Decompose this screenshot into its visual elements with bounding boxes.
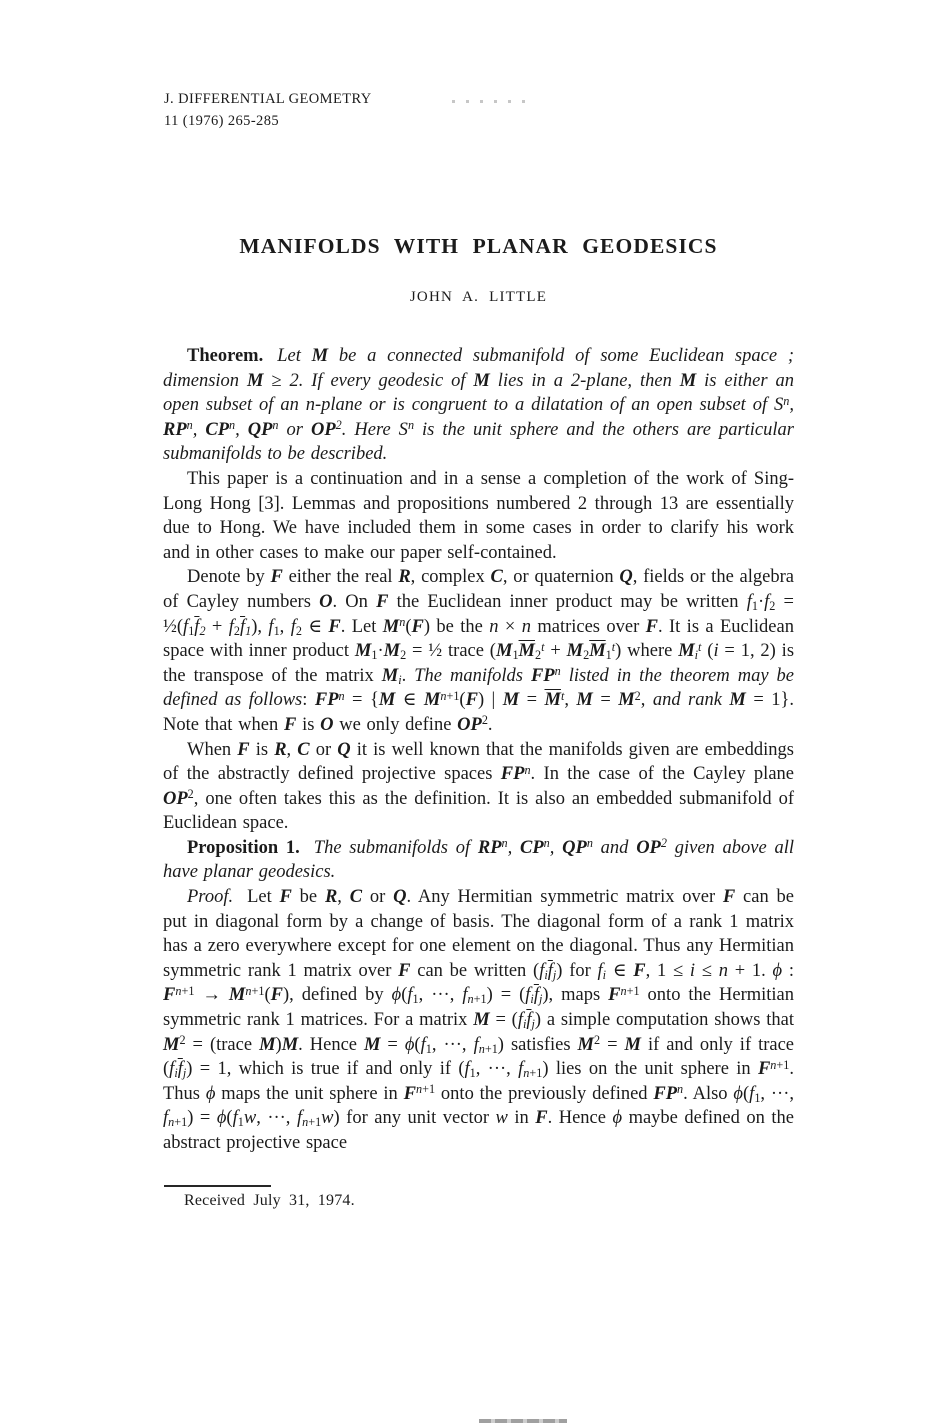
paragraph-proposition-1: Proposition 1. The submanifolds of $RP^n$, $CP^n$, $QP^n$ and $OP^2$ given above all have planar geodesics. — [163, 836, 794, 883]
paragraph-theorem: Theorem. Let M be a connected submanifold of some Euclidean space ; dimension M ≥ 2. If every geodesic of M lies in a 2-plane, then M is either an open subset of an n-plane or is congruent to a dilatation of an open subset of $S^n$, $RP^n$, $CP^n$, $QP^n$ or $OP^2$. Here $S^n$ is the unit sphere and the others are particular submanifolds to be described. — [163, 346, 794, 465]
journal-masthead — [164, 88, 372, 132]
paragraph-notation: Denote by F either the real R, complex C, or quaternion Q, fields or the algebra of Cayley numbers O. On F the Euclidean inner product may be written $f_1\cdot f_2$ = $\frac{1}{2}(f_1\overline{f}_2 + f_2\overline{f}_1)$, $f_1$, $f_2$ ∈ F. Let $M^n(F)$ be the n × n matrices over F. It is a Euclidean space with inner product $M_1\cdot M_2$ = ½ trace $(M_1\overline{M}_2^t + M_2\overline{M}_1^t)$ where $M_i^t$ (i = 1, 2) is the transpose of the matrix $M_i$. The manifolds $FP^n$ listed in the theorem may be defined as follows: $FP^n = \{M$ ∈ $M^{n+1}(F)$ | $M = \overline{M}^t$, $M = M^2$, and rank M = 1}. Note that when F is O we only define $OP^2$. — [163, 567, 795, 735]
footnote-rule — [164, 1185, 271, 1187]
article-title: MANIFOLDS WITH PLANAR GEODESICS — [239, 234, 718, 258]
paragraph-embeddings: When F is R, C or Q it is well known that the manifolds given are embeddings of the abstractly defined projective spaces $FP^n$. In the case of the Cayley plane $OP^2$, one often takes this as the definition. It is also an embedded submanifold of Euclidean space. — [163, 739, 794, 834]
scan-artifact-top — [452, 100, 532, 103]
paragraph-proof: Proof. Let F be R, C or Q. Any Hermitian symmetric matrix over F can be put in diagonal form by a change of basis. The diagonal form of a rank 1 matrix has a zero everywhere except for one element on the diagonal. Thus any Hermitian symmetric rank 1 matrix over F can be written $(f_i\overline{f}_j)$ for $f_i$ ∈ F, 1 ≤ i ≤ n + 1. ϕ : $F^{n+1} \to M^{n+1}(F)$, defined by $\phi(f_1$, ···, $f_{n+1}) = (f_i\overline{f}_j)$, maps $F^{n+1}$ onto the Hermitian symmetric rank 1 matrices. For a matrix $M = (f_i\overline{f}_j)$ a simple computation shows that $M^2$ = (trace M)M. Hence $M = \phi(f_1$, ···, $f_{n+1}$) satisfies $M^2 = M$ if and only if trace $(f_i\overline{f}_j) = 1$, which is true if and only if ($f_1$, ···, $f_{n+1}$) lies on the unit sphere in $F^{n+1}$. Thus ϕ maps the unit sphere in $F^{n+1}$ onto the previously defined $FP^n$. Also $\phi(f_1$, ···, $f_{n+1}) = \phi(f_1w$, ···, $f_{n+1}w$) for any unit vector w in F. Hence ϕ maybe defined on the abstract projective space — [163, 887, 795, 1153]
paragraph-intro: This paper is a continuation and in a sense a completion of the work of Sing-Long Hong [3]. Lemmas and propositions numbered 2 through 13 are essentially due to Hong. We have included them in some cases in order to clarify his work and in other cases to make our paper self-contained. — [163, 468, 794, 563]
journal-name: J. DIFFERENTIAL GEOMETRY — [164, 91, 372, 107]
scan-artifact-bottom — [479, 1419, 567, 1423]
received-date: Received July 31, 1974. — [184, 1192, 355, 1209]
journal-volume-pages: 11 (1976) 265-285 — [164, 113, 279, 129]
author-name: JOHN A. LITTLE — [409, 289, 548, 305]
footnote-block — [164, 1185, 355, 1211]
article-body — [163, 344, 794, 1156]
